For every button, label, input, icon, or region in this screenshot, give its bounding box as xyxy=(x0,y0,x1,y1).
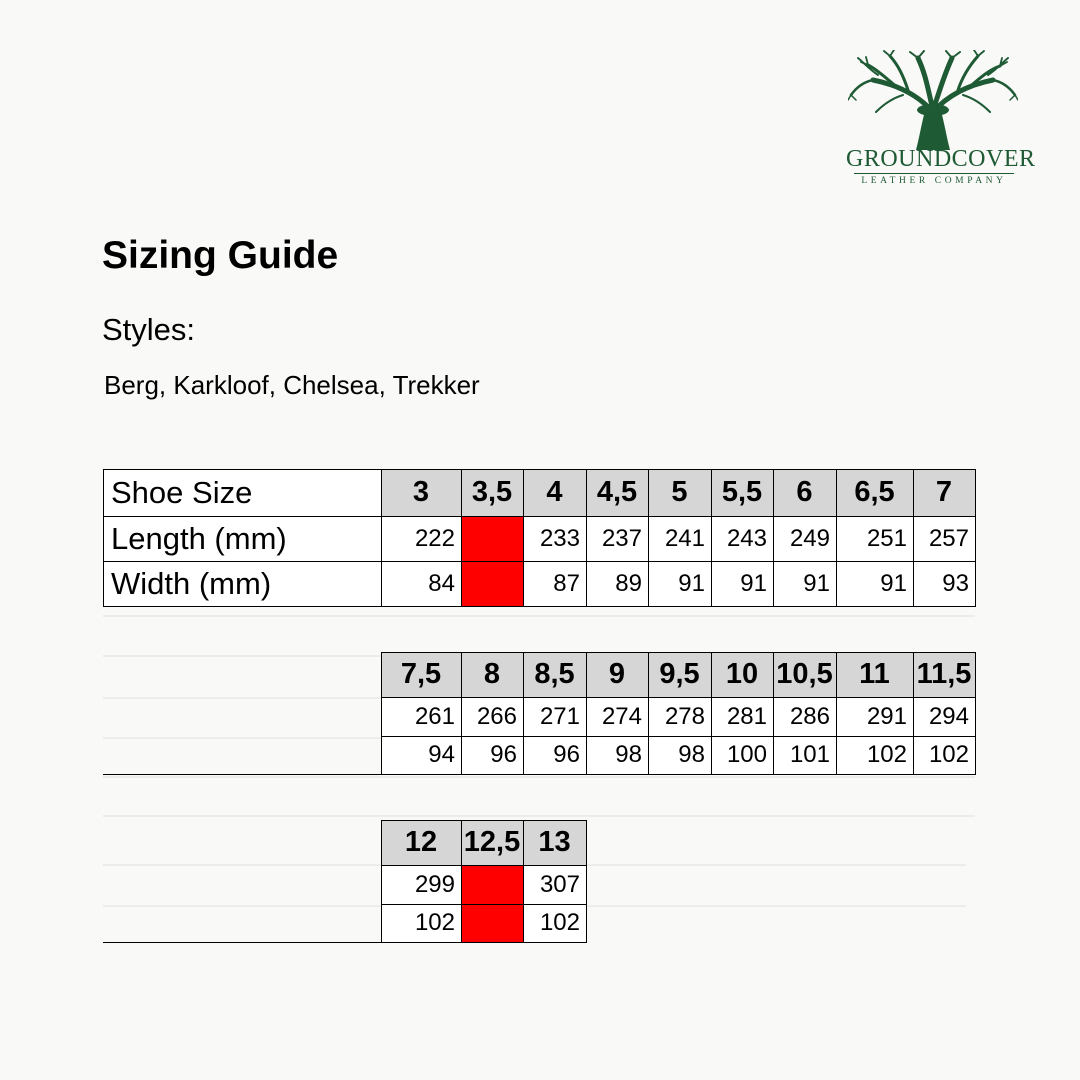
size-header: 5 xyxy=(648,469,711,516)
row-label: Shoe Size xyxy=(103,469,381,516)
width-value: 102 xyxy=(913,736,975,774)
width-value: 91 xyxy=(648,561,711,606)
grid-line xyxy=(586,820,587,943)
unavailable-cell xyxy=(461,561,523,606)
grid-line xyxy=(381,652,976,653)
length-value: 243 xyxy=(711,516,773,561)
grid-line xyxy=(461,469,462,607)
grid-line xyxy=(586,652,587,775)
grid-line xyxy=(836,469,837,607)
grid-line xyxy=(381,904,587,905)
unavailable-cell xyxy=(461,904,523,942)
width-value: 84 xyxy=(381,561,461,606)
ghost-gridline xyxy=(103,655,383,657)
grid-line xyxy=(913,652,914,775)
styles-label: Styles: xyxy=(102,312,196,347)
brand-tagline: LEATHER COMPANY xyxy=(861,176,1007,186)
ghost-gridline xyxy=(103,815,975,817)
width-value: 98 xyxy=(586,736,648,774)
grid-line xyxy=(381,942,587,943)
grid-line xyxy=(711,469,712,607)
grid-line xyxy=(523,652,524,775)
length-value: 271 xyxy=(523,697,586,736)
width-value: 102 xyxy=(836,736,913,774)
grid-line xyxy=(381,820,382,943)
size-header: 11 xyxy=(836,652,913,697)
size-header: 12,5 xyxy=(461,820,523,865)
length-value: 307 xyxy=(523,865,586,904)
row-label: Width (mm) xyxy=(103,561,381,606)
grid-line xyxy=(381,697,976,698)
grid-line xyxy=(586,469,587,607)
grid-line xyxy=(461,820,462,943)
grid-line xyxy=(461,652,462,775)
length-value: 237 xyxy=(586,516,648,561)
grid-line xyxy=(381,469,382,607)
width-value: 96 xyxy=(461,736,523,774)
grid-line xyxy=(975,652,976,775)
width-value: 91 xyxy=(711,561,773,606)
size-header: 7,5 xyxy=(381,652,461,697)
size-header: 9,5 xyxy=(648,652,711,697)
styles-list: Berg, Karkloof, Chelsea, Trekker xyxy=(104,370,480,400)
logo-divider xyxy=(854,173,1014,174)
grid-line xyxy=(103,606,976,607)
ghost-gridline xyxy=(103,776,975,778)
length-value: 261 xyxy=(381,697,461,736)
grid-line xyxy=(381,652,382,775)
grid-line xyxy=(648,469,649,607)
width-value: 100 xyxy=(711,736,773,774)
width-value: 91 xyxy=(836,561,913,606)
grid-line xyxy=(773,469,774,607)
size-header: 5,5 xyxy=(711,469,773,516)
size-header: 11,5 xyxy=(913,652,975,697)
length-value: 222 xyxy=(381,516,461,561)
grid-line xyxy=(381,820,587,821)
length-value: 291 xyxy=(836,697,913,736)
length-value: 251 xyxy=(836,516,913,561)
grid-line xyxy=(523,469,524,607)
groundcover-logo xyxy=(846,50,1036,190)
ghost-gridline xyxy=(103,864,383,866)
size-header: 3,5 xyxy=(461,469,523,516)
width-value: 98 xyxy=(648,736,711,774)
grid-line xyxy=(975,469,976,607)
length-value: 249 xyxy=(773,516,836,561)
ghost-gridline xyxy=(586,905,966,907)
grid-line xyxy=(103,774,381,775)
ghost-gridline xyxy=(103,905,383,907)
size-header: 6 xyxy=(773,469,836,516)
width-value: 89 xyxy=(586,561,648,606)
size-header: 10 xyxy=(711,652,773,697)
size-header: 4 xyxy=(523,469,586,516)
unavailable-cell xyxy=(461,865,523,904)
width-value: 102 xyxy=(381,904,461,942)
size-header: 12 xyxy=(381,820,461,865)
size-header: 6,5 xyxy=(836,469,913,516)
grid-line xyxy=(103,516,976,517)
length-value: 299 xyxy=(381,865,461,904)
ghost-gridline xyxy=(103,697,383,699)
size-header: 4,5 xyxy=(586,469,648,516)
size-header: 3 xyxy=(381,469,461,516)
width-value: 101 xyxy=(773,736,836,774)
grid-line xyxy=(381,865,587,866)
length-value: 233 xyxy=(523,516,586,561)
length-value: 241 xyxy=(648,516,711,561)
ghost-gridline xyxy=(103,737,383,739)
page-title: Sizing Guide xyxy=(102,234,339,277)
width-value: 96 xyxy=(523,736,586,774)
size-header: 9 xyxy=(586,652,648,697)
unavailable-cell xyxy=(461,516,523,561)
width-value: 93 xyxy=(913,561,975,606)
grid-line xyxy=(381,774,976,775)
grid-line xyxy=(523,820,524,943)
size-header: 8 xyxy=(461,652,523,697)
baobab-tree-icon xyxy=(848,50,1018,150)
grid-line xyxy=(773,652,774,775)
length-value: 281 xyxy=(711,697,773,736)
grid-line xyxy=(648,652,649,775)
grid-line xyxy=(103,942,381,943)
length-value: 294 xyxy=(913,697,975,736)
length-value: 274 xyxy=(586,697,648,736)
grid-line xyxy=(836,652,837,775)
brand-name: GROUNDCOVER xyxy=(846,146,1036,172)
length-value: 266 xyxy=(461,697,523,736)
width-value: 91 xyxy=(773,561,836,606)
width-value: 87 xyxy=(523,561,586,606)
grid-line xyxy=(913,469,914,607)
length-value: 286 xyxy=(773,697,836,736)
grid-line xyxy=(103,469,976,470)
size-header: 8,5 xyxy=(523,652,586,697)
grid-line xyxy=(103,469,104,607)
length-value: 257 xyxy=(913,516,975,561)
width-value: 102 xyxy=(523,904,586,942)
size-header: 13 xyxy=(523,820,586,865)
size-header: 10,5 xyxy=(773,652,836,697)
grid-line xyxy=(711,652,712,775)
ghost-gridline xyxy=(103,615,975,617)
grid-line xyxy=(103,561,976,562)
ghost-gridline xyxy=(586,864,966,866)
grid-line xyxy=(381,736,976,737)
size-header: 7 xyxy=(913,469,975,516)
length-value: 278 xyxy=(648,697,711,736)
row-label: Length (mm) xyxy=(103,516,381,561)
width-value: 94 xyxy=(381,736,461,774)
